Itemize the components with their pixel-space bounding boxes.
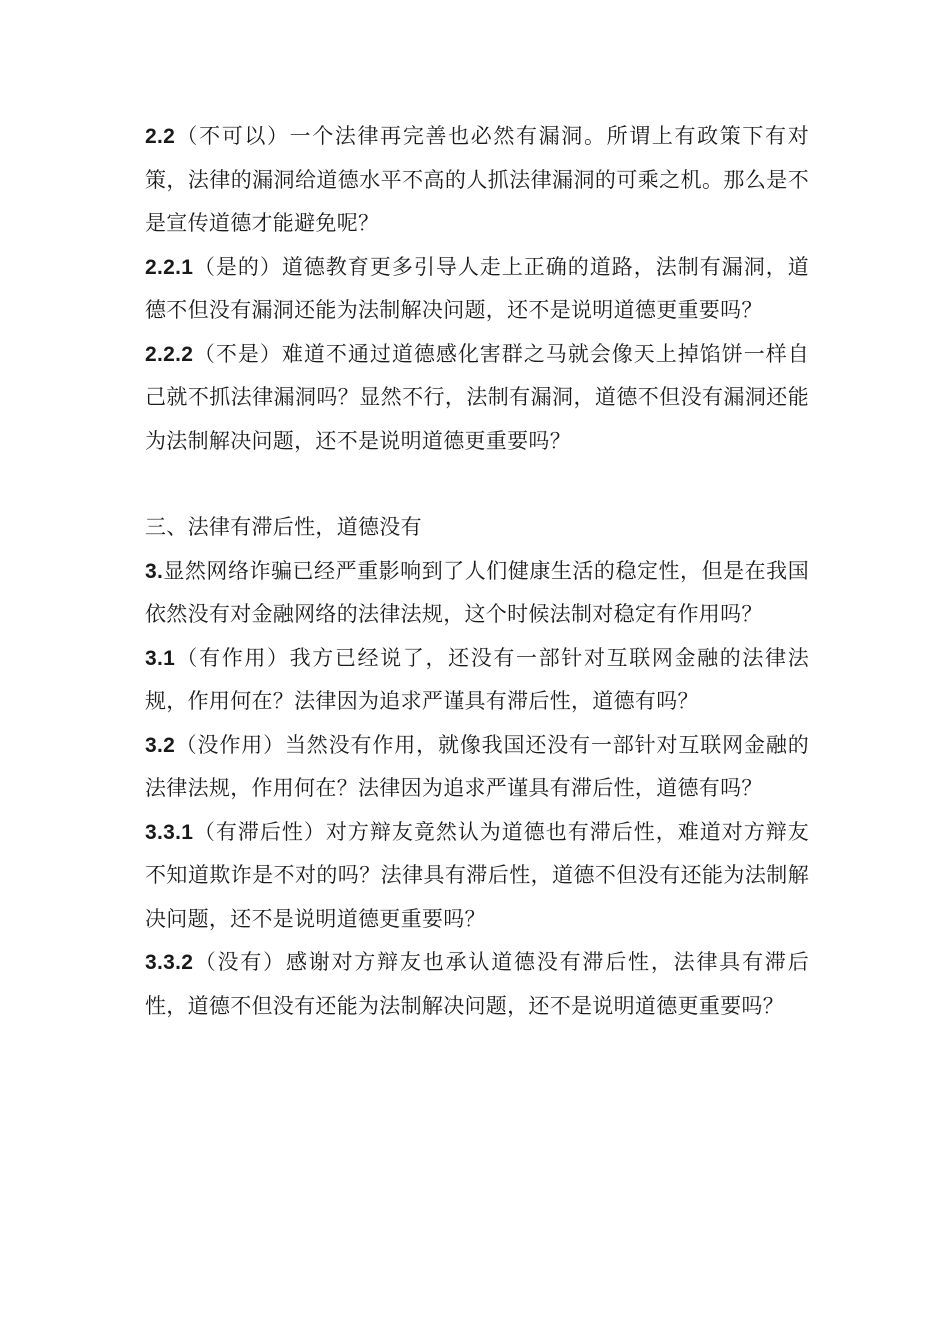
paragraph-text: （没有）感谢对方辩友也承认道德没有滞后性，法律具有滞后性，道德不但没有还能为法制解决问题，还不是说明道德更重要吗？: [145, 950, 809, 1018]
document-body: [145, 115, 809, 1028]
paragraph-number: 3.3.1: [145, 820, 194, 844]
paragraph-text: （是的）道德教育更多引导人走上正确的道路，法制有漏洞，道德不但没有漏洞还能为法制解决问题，还不是说明道德更重要吗？: [145, 254, 809, 322]
blank-line: [145, 463, 809, 506]
heading-text: 三、法律有滞后性，道德没有: [145, 515, 422, 539]
paragraph-2-2-1: [145, 246, 809, 333]
paragraph-text: （不可以）一个法律再完善也必然有漏洞。所谓上有政策下有对策，法律的漏洞给道德水平不高的人抓法律漏洞的可乘之机。那么是不是宣传道德才能避免呢？: [145, 124, 809, 235]
paragraph-3-3-1: [145, 811, 809, 942]
paragraph-number: 2.2.1: [145, 255, 194, 279]
paragraph-number: 3.3.2: [145, 951, 194, 974]
paragraph-3-1: [145, 637, 809, 724]
paragraph-3-2: [145, 724, 809, 811]
paragraph-text: 显然网络诈骗已经严重影响到了人们健康生活的稳定性，但是在我国依然没有对金融网络的法律法规，这个时候法制对稳定有作用吗？: [145, 558, 809, 626]
paragraph-2-2: [145, 115, 809, 246]
paragraph-number: 2.2: [145, 125, 176, 148]
paragraph-text: （有滞后性）对方辩友竟然认为道德也有滞后性，难道对方辩友不知道欺诈是不对的吗？法律具有滞后性，道德不但没有还能为法制解决问题，还不是说明道德更重要吗？: [145, 819, 809, 931]
paragraph-number: 3.2: [145, 733, 176, 757]
paragraph-text: （没作用）当然没有作用，就像我国还没有一部针对互联网金融的法律法规，作用何在？法律因为追求严谨具有滞后性，道德有吗？: [145, 732, 809, 800]
paragraph-text: （有作用）我方已经说了，还没有一部针对互联网金融的法律法规，作用何在？法律因为追求严谨具有滞后性，道德有吗？: [145, 645, 809, 713]
paragraph-number: 2.2.2: [145, 342, 194, 366]
paragraph-text: （不是）难道不通过道德感化害群之马就会像天上掉馅饼一样自己就不抓法律漏洞吗？显然不行，法制有漏洞，道德不但没有漏洞还能为法制解决问题，还不是说明道德更重要吗？: [145, 341, 809, 453]
section-heading-3: [145, 506, 809, 550]
paragraph-2-2-2: [145, 333, 809, 464]
paragraph-number: 3.: [145, 559, 164, 583]
paragraph-3: [145, 550, 809, 637]
paragraph-3-3-2: [145, 941, 809, 1028]
paragraph-number: 3.1: [145, 646, 176, 670]
